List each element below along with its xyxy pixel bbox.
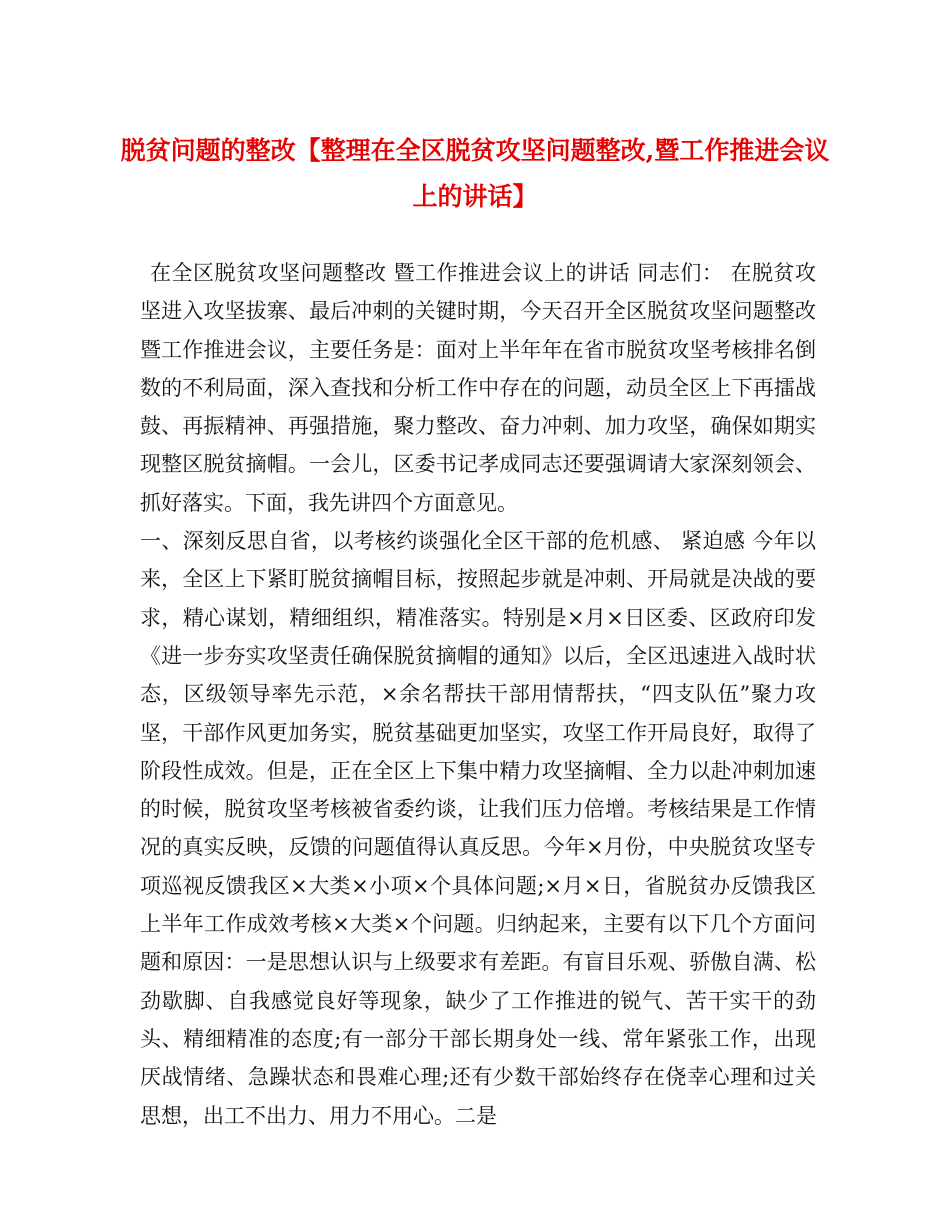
- document-body: [140, 254, 816, 1135]
- body-paragraph-intro: 在全区脱贫攻坚问题整改 暨工作推进会议上的讲话 同志们： 在脱贫攻坚进入攻坚拔寨、最后冲刺的关键时期，今天召开全区脱贫攻坚问题整改暨工作推进会议，主要任务是：面对上半年年在省市脱贫攻坚考核排名倒数的不利局面，深入查找和分析工作中存在的问题，动员全区上下再擂战鼓、再振精神、再强措施，聚力整改、奋力冲刺、加力攻坚，确保如期实现整区脱贫摘帽。一会儿，区委书记孝成同志还要强调请大家深刻领会、抓好落实。下面，我先讲四个方面意见。: [140, 261, 816, 515]
- document-title: 脱贫问题的整改【整理在全区脱贫攻坚问题整改,暨工作推进会议上的讲话】: [120, 136, 830, 211]
- body-paragraph-section-one: 一、深刻反思自省，以考核约谈强化全区干部的危机感、 紧迫感 今年以来，全区上下紧盯脱贫摘帽目标，按照起步就是冲刺、开局就是决战的要求，精心谋划，精细组织，精准落实。特别是×月×日区委、区政府印发《进一步夯实攻坚责任确保脱贫摘帽的通知》以后，全区迅速进入战时状态，区级领导率先示范，×余名帮扶干部用情帮扶，“四支队伍”聚力攻坚，干部作风更加务实，脱贫基础更加坚实，攻坚工作开局良好，取得了阶段性成效。但是，正在全区上下集中精力攻坚摘帽、全力以赴冲刺加速的时候，脱贫攻坚考核被省委约谈，让我们压力倍增。考核结果是工作情况的真实反映，反馈的问题值得认真反思。今年×月份，中央脱贫攻坚专项巡视反馈我区×大类×小项×个具体问题;×月×日，省脱贫办反馈我区上半年工作成效考核×大类×个问题。归纳起来，主要有以下几个方面问题和原因：一是思想认识与上级要求有差距。有盲目乐观、骄傲自满、松劲歇脚、自我感觉良好等现象，缺少了工作推进的锐气、苦干实干的劲头、精细精准的态度;有一部分干部长期身处一线、常年紧张工作，出现厌战情绪、急躁状态和畏难心理;还有少数干部始终存在侥幸心理和过关思想，出工不出力、用力不用心。二是: [140, 529, 816, 1128]
